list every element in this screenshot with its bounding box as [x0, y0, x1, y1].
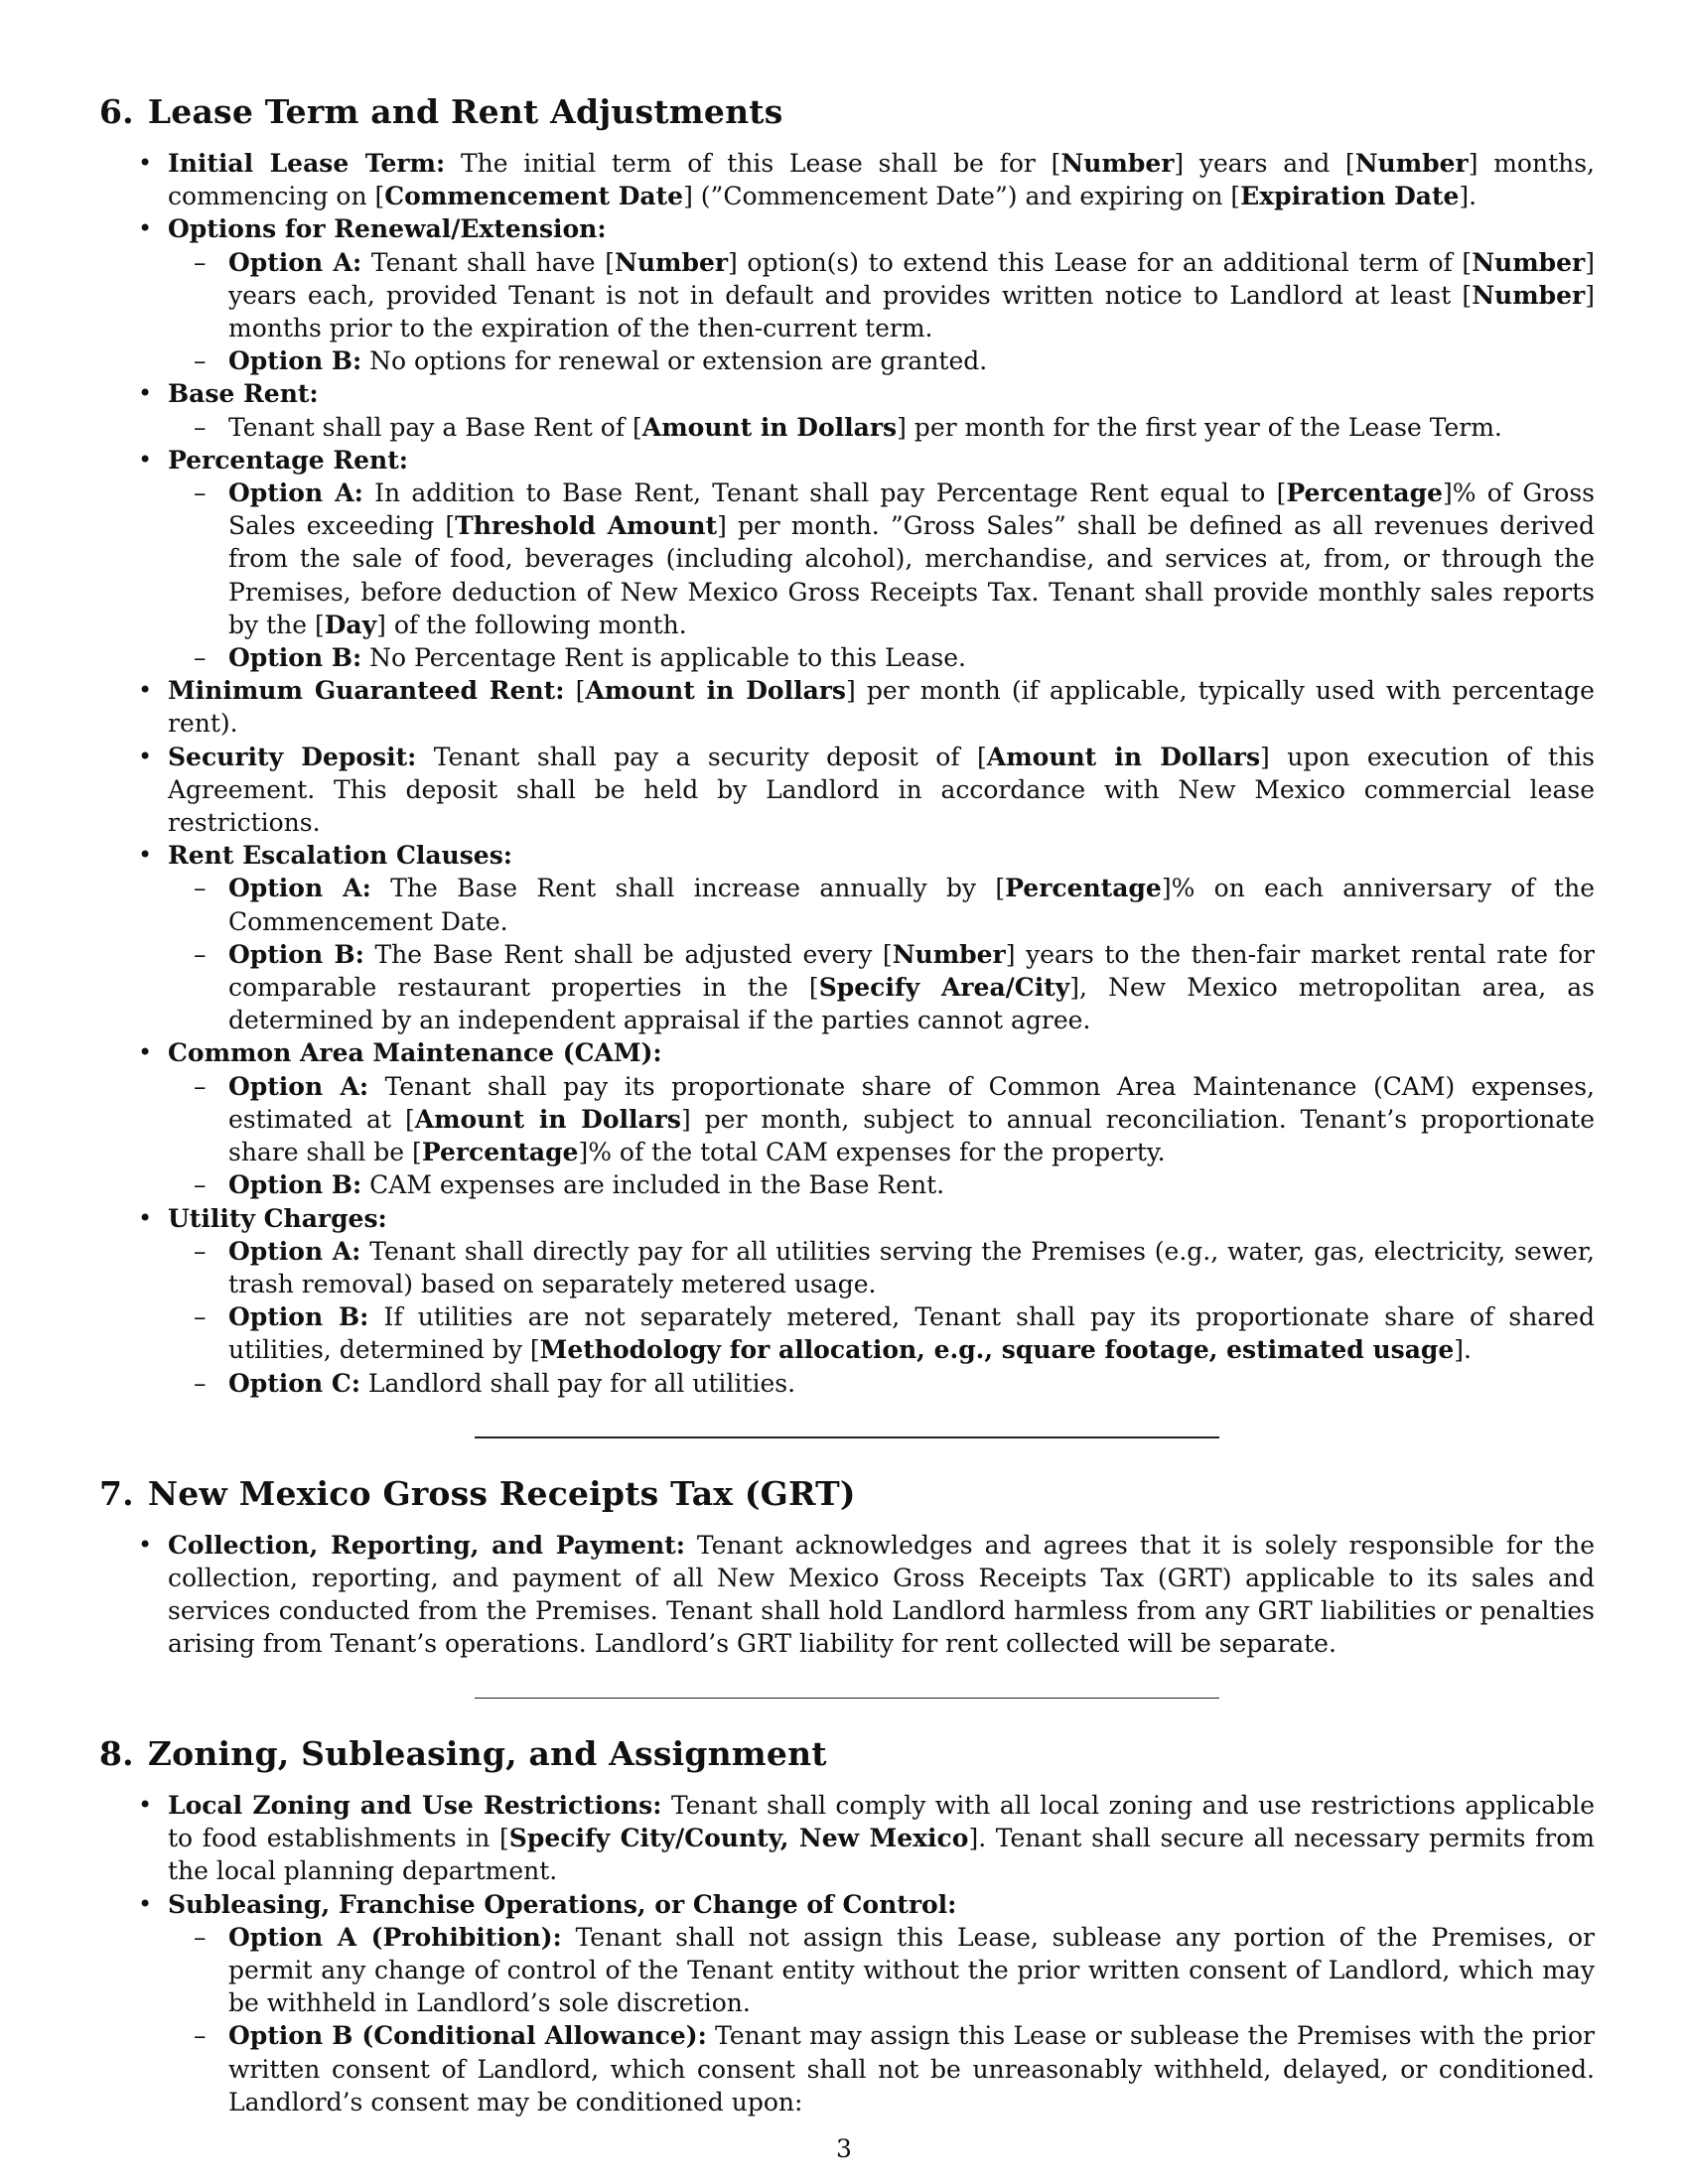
cam-options [168, 1070, 1595, 1202]
option-label: Option A: [228, 1071, 369, 1101]
list-item-initial-term [99, 147, 1595, 212]
option-label: Option A: [228, 874, 371, 903]
text: ]% on each anniversary of the Commencement Date. [228, 874, 1596, 936]
option-item [168, 477, 1595, 641]
text: Tenant shall not assign this Lease, sublease any portion of the Premises, or permit any change of control of the Tenant entity without the prior written consent of Landlord, which may be withheld in Landlord’s sole discretion. [228, 1922, 1595, 2018]
text: ] per month, subject to annual reconciliation. Tenant’s proportionate share shall be [ [228, 1104, 1595, 1167]
text: Tenant shall pay a Base Rent of [ [228, 412, 642, 442]
document-page [99, 91, 1595, 2118]
placeholder: Percentage [1286, 478, 1443, 508]
utility-options [168, 1235, 1595, 1400]
placeholder: Number [614, 247, 729, 277]
option-label: Option A: [228, 247, 362, 277]
section-number: 8. [99, 1734, 134, 1774]
option-item [168, 1168, 1595, 1201]
list-item-base-rent [99, 377, 1595, 443]
text: The Base Rent shall be adjusted every [ [363, 939, 893, 969]
text: ] years to the then-fair market rental rate for comparable restaurant properties in the [ [228, 939, 1595, 1003]
option-label: Option C: [228, 1368, 360, 1398]
option-item [168, 1070, 1595, 1169]
option-item [168, 1300, 1595, 1366]
option-item [168, 938, 1595, 1037]
list-item-subleasing [99, 1888, 1595, 2118]
list-item-utility [99, 1202, 1595, 1400]
subleasing-options [168, 1921, 1595, 2118]
section-8-heading [99, 1733, 1595, 1775]
item-label: Base Rent: [168, 379, 319, 409]
item-label: Security Deposit: [168, 742, 417, 771]
list-item-zoning [99, 1789, 1595, 1888]
text: ] per month for the first year of the Lease Term. [897, 412, 1502, 442]
item-label: Local Zoning and Use Restrictions: [168, 1791, 662, 1821]
text: In addition to Base Rent, Tenant shall pay Percentage Rent equal to [ [362, 478, 1287, 508]
option-label: Option A: [228, 478, 363, 508]
option-label: Option B: [228, 1170, 362, 1200]
text: ] per month. ”Gross Sales” shall be defined as all revenues derived from the sale of food, beverages (including alcohol), merchandise, and services at, from, or through the Premises, before deduction of New Mexico Gross Receipts Tax. Tenant shall provide monthly sales reports by the [ [228, 511, 1596, 639]
placeholder: Amount in Dollars [641, 412, 898, 442]
text: ] (”Commencement Date”) and expiring on [ [683, 182, 1241, 211]
option-item [168, 872, 1595, 937]
item-label: Initial Lease Term: [168, 149, 446, 178]
section-divider [475, 1698, 1219, 1700]
base-rent-options [168, 411, 1595, 444]
option-label: Option B: [228, 1302, 369, 1332]
section-title: New Mexico Gross Receipts Tax (GRT) [147, 1473, 856, 1513]
list-item-renewal [99, 212, 1595, 377]
page-number: 3 [836, 2134, 852, 2163]
section-number: 7. [99, 1473, 134, 1513]
text: ]% of the total CAM expenses for the property. [578, 1138, 1166, 1167]
placeholder: Methodology for allocation, e.g., square footage, estimated usage [539, 1335, 1455, 1365]
text: Tenant shall pay its proportionate share of Common Area Maintenance (CAM) expenses, estimated at [ [228, 1071, 1596, 1134]
text: No options for renewal or extension are granted. [361, 346, 988, 376]
text: Tenant shall pay a security deposit of [ [416, 742, 987, 771]
placeholder: Number [892, 939, 1006, 969]
option-item [168, 411, 1595, 444]
item-label: Rent Escalation Clauses: [168, 841, 513, 871]
text: CAM expenses are included in the Base Rent. [361, 1170, 945, 1200]
text: ] months prior to the expiration of the then-current term. [228, 280, 1595, 343]
option-label: Option A: [228, 1236, 361, 1266]
list-item-percentage-rent [99, 444, 1595, 674]
section-divider [475, 1436, 1219, 1438]
text: ] months, commencing on [ [168, 149, 1595, 211]
item-label: Subleasing, Franchise Operations, or Change of Control: [168, 1889, 957, 1919]
text: No Percentage Rent is applicable to this Lease. [361, 643, 966, 673]
section-6-heading [99, 91, 1595, 133]
section-8-list [99, 1789, 1595, 2118]
option-label: Option B (Conditional Allowance): [228, 2021, 707, 2051]
list-item-grt [99, 1529, 1595, 1661]
text: If utilities are not separately metered, Tenant shall pay its proportionate share of shared utilities, determined by [ [228, 1302, 1595, 1365]
placeholder: Percentage [421, 1138, 579, 1167]
text: ] of the following month. [376, 610, 687, 639]
placeholder: Amount in Dollars [414, 1104, 681, 1134]
placeholder: Percentage [1005, 874, 1162, 903]
section-number: 6. [99, 92, 134, 131]
list-item-security-deposit [99, 741, 1595, 840]
item-label: Common Area Maintenance (CAM): [168, 1038, 662, 1068]
placeholder: Threshold Amount [455, 511, 718, 541]
option-item [168, 246, 1595, 345]
item-label: Percentage Rent: [168, 445, 408, 475]
text: ] option(s) to extend this Lease for an additional term of [ [728, 247, 1473, 277]
item-label: Options for Renewal/Extension: [168, 214, 607, 244]
text: Landlord shall pay for all utilities. [359, 1368, 796, 1398]
text: ] years each, provided Tenant is not in default and provides written notice to Landlord at least [ [228, 247, 1595, 310]
text: The initial term of this Lease shall be for [ [445, 149, 1061, 178]
placeholder: Number [1472, 280, 1586, 310]
section-7-list [99, 1529, 1595, 1661]
section-7-heading [99, 1473, 1595, 1515]
section-title: Zoning, Subleasing, and Assignment [147, 1734, 827, 1774]
text: [ [564, 676, 586, 706]
option-item [168, 1921, 1595, 2020]
escalation-options [168, 872, 1595, 1036]
section-6-list [99, 147, 1595, 1400]
option-label: Option A (Prohibition): [228, 1922, 562, 1952]
item-label: Collection, Reporting, and Payment: [168, 1530, 685, 1560]
placeholder: Commencement Date [384, 182, 684, 211]
placeholder: Number [1472, 247, 1586, 277]
placeholder: Day [324, 610, 377, 639]
item-label: Utility Charges: [168, 1203, 387, 1233]
text: Tenant shall comply with all local zoning and use restrictions applicable to food establishments in [ [168, 1791, 1595, 1853]
text: Tenant shall have [ [361, 247, 615, 277]
section-title: Lease Term and Rent Adjustments [147, 92, 783, 131]
text: Tenant shall directly pay for all utilities serving the Premises (e.g., water, gas, electricity, sewer, trash removal) based on separately metered usage. [228, 1236, 1595, 1298]
text: ] upon execution of this Agreement. This deposit shall be held by Landlord in accordance with New Mexico commercial lease restrictions. [168, 742, 1595, 838]
text: ] years and [ [1174, 149, 1355, 178]
option-label: Option B: [228, 643, 362, 673]
text: ]. Tenant shall secure all necessary permits from the local planning department. [168, 1824, 1595, 1886]
placeholder: Specify Area/City [818, 973, 1070, 1003]
text: ]. [1459, 182, 1477, 211]
renewal-options [168, 246, 1595, 378]
option-item [168, 1235, 1595, 1300]
list-item-cam [99, 1036, 1595, 1201]
placeholder: Expiration Date [1240, 182, 1460, 211]
option-item [168, 641, 1595, 674]
placeholder: Number [1354, 149, 1469, 178]
text: ]% of Gross Sales exceeding [ [228, 478, 1595, 541]
option-item [168, 1367, 1595, 1400]
text: ] per month (if applicable, typically used with percentage rent). [168, 676, 1595, 739]
text: Tenant may assign this Lease or sublease the Premises with the prior written consent of Landlord, which consent shall not be unreasonably withheld, delayed, or conditioned. Landlord’s consent may be conditioned upon: [228, 2021, 1595, 2116]
item-label: Minimum Guaranteed Rent: [168, 676, 565, 706]
text: The Base Rent shall increase annually by [ [370, 874, 1006, 903]
list-item-rent-escalation [99, 839, 1595, 1036]
placeholder: Amount in Dollars [986, 742, 1261, 771]
placeholder: Specify City/County, New Mexico [508, 1824, 969, 1853]
option-label: Option B: [228, 939, 364, 969]
option-item [168, 344, 1595, 377]
list-item-minimum-rent [99, 674, 1595, 740]
percentage-rent-options [168, 477, 1595, 674]
text: ], New Mexico metropolitan area, as determined by an independent appraisal if the parties cannot agree. [228, 973, 1595, 1035]
placeholder: Amount in Dollars [585, 676, 847, 706]
option-item [168, 2019, 1595, 2118]
text: ]. [1454, 1335, 1472, 1365]
option-label: Option B: [228, 346, 362, 376]
text: Tenant acknowledges and agrees that it is solely responsible for the collection, reporting, and payment of all New Mexico Gross Receipts Tax (GRT) applicable to its sales and services conducted from the Premises. Tenant shall hold Landlord harmless from any GRT liabilities or penalties arising from Tenant’s operations. Landlord’s GRT liability for rent collected will be separate. [168, 1530, 1595, 1659]
placeholder: Number [1060, 149, 1175, 178]
